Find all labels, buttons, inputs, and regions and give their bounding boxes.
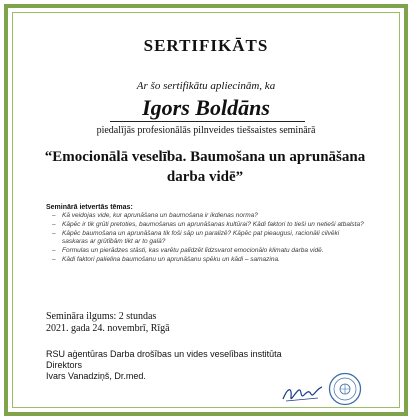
recipient-name: Igors Boldāns <box>142 95 270 120</box>
signatory-role: Direktors <box>46 360 83 370</box>
seminar-duration: Semināra ilgums: 2 stundas <box>46 311 157 322</box>
signature-icon <box>280 383 325 405</box>
topics-section <box>46 204 366 265</box>
topic-item: – Kāpēc baumošana un aprunāšana tik foši sāp un paralizē? Kāpēc pat pieaugusi, racionāli cilvēki saskaras ar grūtībām tikt ar to galā? <box>46 230 366 246</box>
signatory-name: Ivars Vanadziņš, Dr.med. <box>46 371 146 381</box>
topics-list <box>46 212 366 264</box>
topics-heading: Seminārā ietvertās tēmas: <box>46 204 133 211</box>
institute-name: RSU aģentūras Darba drošības un vides veselības institūta <box>46 349 282 359</box>
topic-item: – Kādi faktori palielina baumošanu un aprunāšanu spēku un kādi – samazina. <box>46 256 366 264</box>
name-underline <box>110 121 305 122</box>
topic-item: – Kā veidojas vide, kur aprunāšana un baumošana ir ikdienas norma? <box>46 212 366 220</box>
stamp-seal-icon <box>328 372 362 406</box>
topic-item: – Kāpēc ir tik grūti pretoties, baumošanas un aprunāšanas kultūrai? Kādi faktori to tieši un netieši atbalsta? <box>46 221 366 229</box>
seminar-title: “Emocionālā veselība. Baumošana un aprunāšana darba vidē” <box>44 149 366 185</box>
seminar-date: 2021. gada 24. novembrī, Rīgā <box>46 323 170 334</box>
certificate-title: SERTIFIKĀTS <box>143 36 269 55</box>
participation-text: piedalījās profesionālās pilnveides tiešsaistes seminārā <box>96 125 316 136</box>
certificate-intro: Ar šo sertifikātu apliecinām, ka <box>136 80 276 92</box>
topic-item: – Formulas un pierādzes stāsti, kas varētu palīdzēt līdzsvarot emocionālo klimatu darba vidē. <box>46 247 366 255</box>
institute-block <box>46 349 282 382</box>
